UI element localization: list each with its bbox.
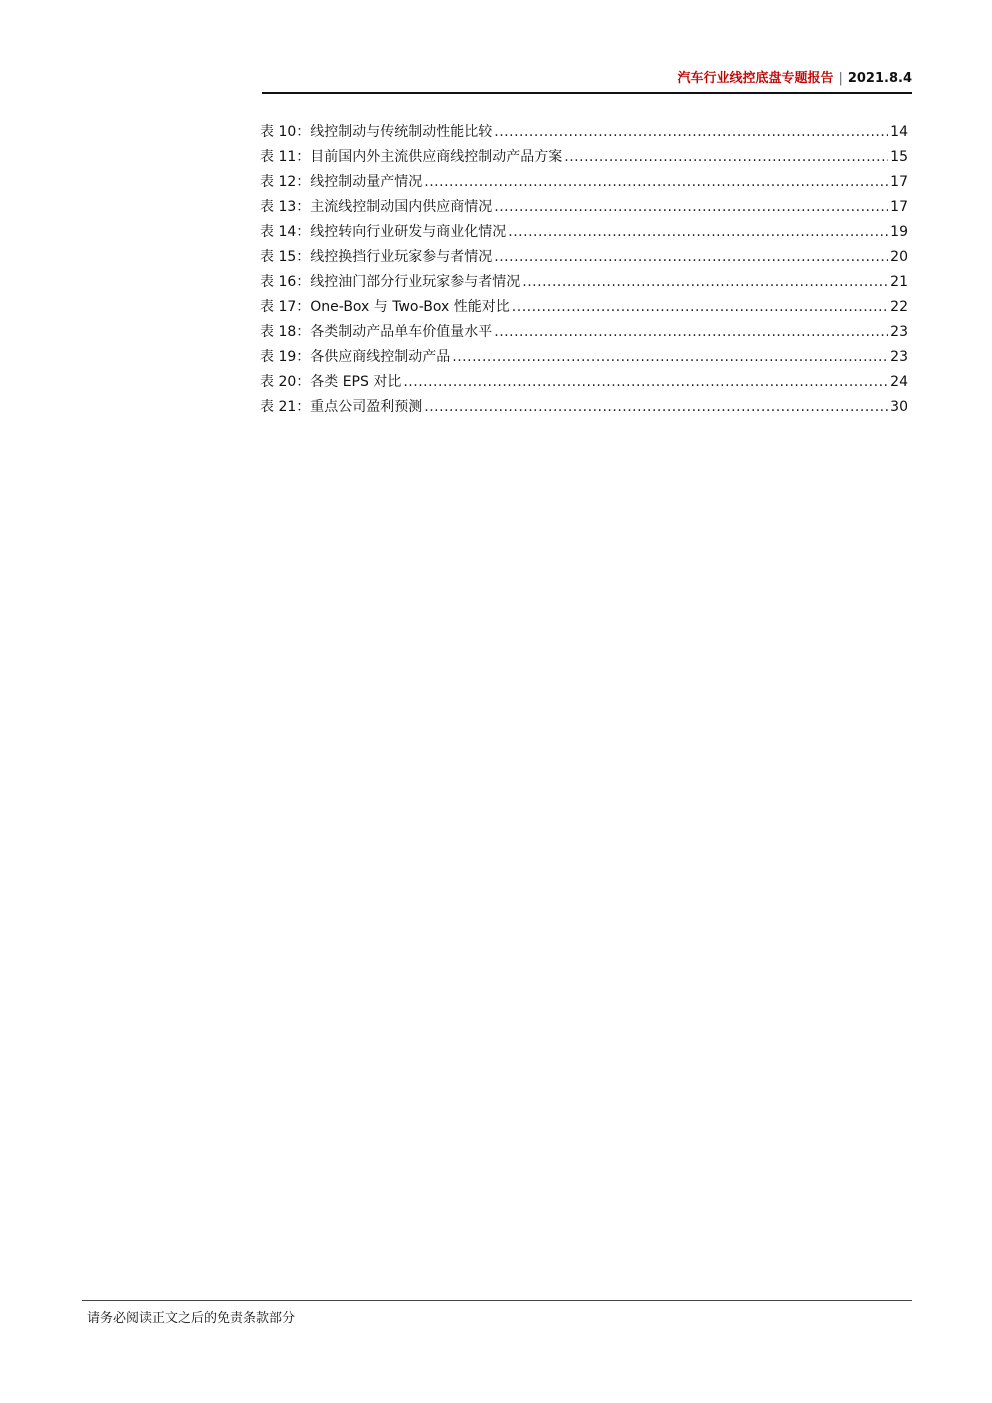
- toc-dot-leader: [494, 320, 888, 345]
- toc-entry-label: 表 11：目前国内外主流供应商线控制动产品方案: [260, 149, 563, 165]
- toc-entry[interactable]: [260, 370, 908, 395]
- toc-entry-label: 表 10：线控制动与传统制动性能比较: [260, 124, 493, 140]
- toc-dot-leader: [424, 170, 888, 195]
- toc-dot-leader: [452, 345, 888, 370]
- toc-entry[interactable]: [260, 395, 908, 420]
- toc-entry[interactable]: [260, 145, 908, 170]
- toc-entry[interactable]: [260, 120, 908, 145]
- footer-disclaimer: 请务必阅读正文之后的免责条款部分: [87, 1311, 296, 1326]
- toc-entry[interactable]: [260, 345, 908, 370]
- toc-entry-page: 14: [890, 124, 908, 140]
- toc-entry-label: 表 19：各供应商线控制动产品: [260, 349, 451, 365]
- toc-dot-leader: [403, 370, 888, 395]
- toc-entry-page: 23: [890, 349, 908, 365]
- toc-entry-label: 表 12：线控制动量产情况: [260, 174, 423, 190]
- header-separator: |: [838, 71, 843, 86]
- toc-entry-label: 表 17：One-Box 与 Two-Box 性能对比: [260, 299, 510, 315]
- toc-entry-page: 22: [890, 299, 908, 315]
- toc-entry-page: 23: [890, 324, 908, 340]
- toc-entry-page: 17: [890, 174, 908, 190]
- toc-entry-label: 表 20：各类 EPS 对比: [260, 374, 402, 390]
- header-divider: [262, 92, 912, 94]
- toc-entry-page: 21: [890, 274, 908, 290]
- toc-entry-page: 19: [890, 224, 908, 240]
- toc-entry[interactable]: [260, 170, 908, 195]
- toc-entry[interactable]: [260, 245, 908, 270]
- toc-dot-leader: [424, 395, 888, 420]
- report-title: 汽车行业线控底盘专题报告: [677, 71, 834, 86]
- toc-entry[interactable]: [260, 220, 908, 245]
- toc-dot-leader: [494, 120, 888, 145]
- toc-dot-leader: [494, 195, 888, 220]
- page-header: [262, 68, 912, 90]
- toc-dot-leader: [494, 245, 888, 270]
- toc-entry-label: 表 13：主流线控制动国内供应商情况: [260, 199, 493, 215]
- toc-entry-label: 表 21：重点公司盈利预测: [260, 399, 423, 415]
- toc-entry-label: 表 18：各类制动产品单车价值量水平: [260, 324, 493, 340]
- toc-entry-page: 17: [890, 199, 908, 215]
- toc-entry[interactable]: [260, 195, 908, 220]
- toc-dot-leader: [508, 220, 888, 245]
- toc-dot-leader: [522, 270, 888, 295]
- toc-entry-label: 表 16：线控油门部分行业玩家参与者情况: [260, 274, 521, 290]
- toc-entry-page: 15: [890, 149, 908, 165]
- toc-entry-label: 表 14：线控转向行业研发与商业化情况: [260, 224, 507, 240]
- table-of-contents: [260, 120, 908, 420]
- toc-dot-leader: [564, 145, 888, 170]
- toc-entry[interactable]: [260, 270, 908, 295]
- toc-entry-page: 24: [890, 374, 908, 390]
- toc-entry[interactable]: [260, 295, 908, 320]
- footer-divider: [82, 1300, 912, 1301]
- toc-entry-page: 30: [890, 399, 908, 415]
- report-date: 2021.8.4: [847, 71, 912, 86]
- toc-entry-label: 表 15：线控换挡行业玩家参与者情况: [260, 249, 493, 265]
- toc-entry[interactable]: [260, 320, 908, 345]
- toc-entry-page: 20: [890, 249, 908, 265]
- toc-dot-leader: [512, 295, 888, 320]
